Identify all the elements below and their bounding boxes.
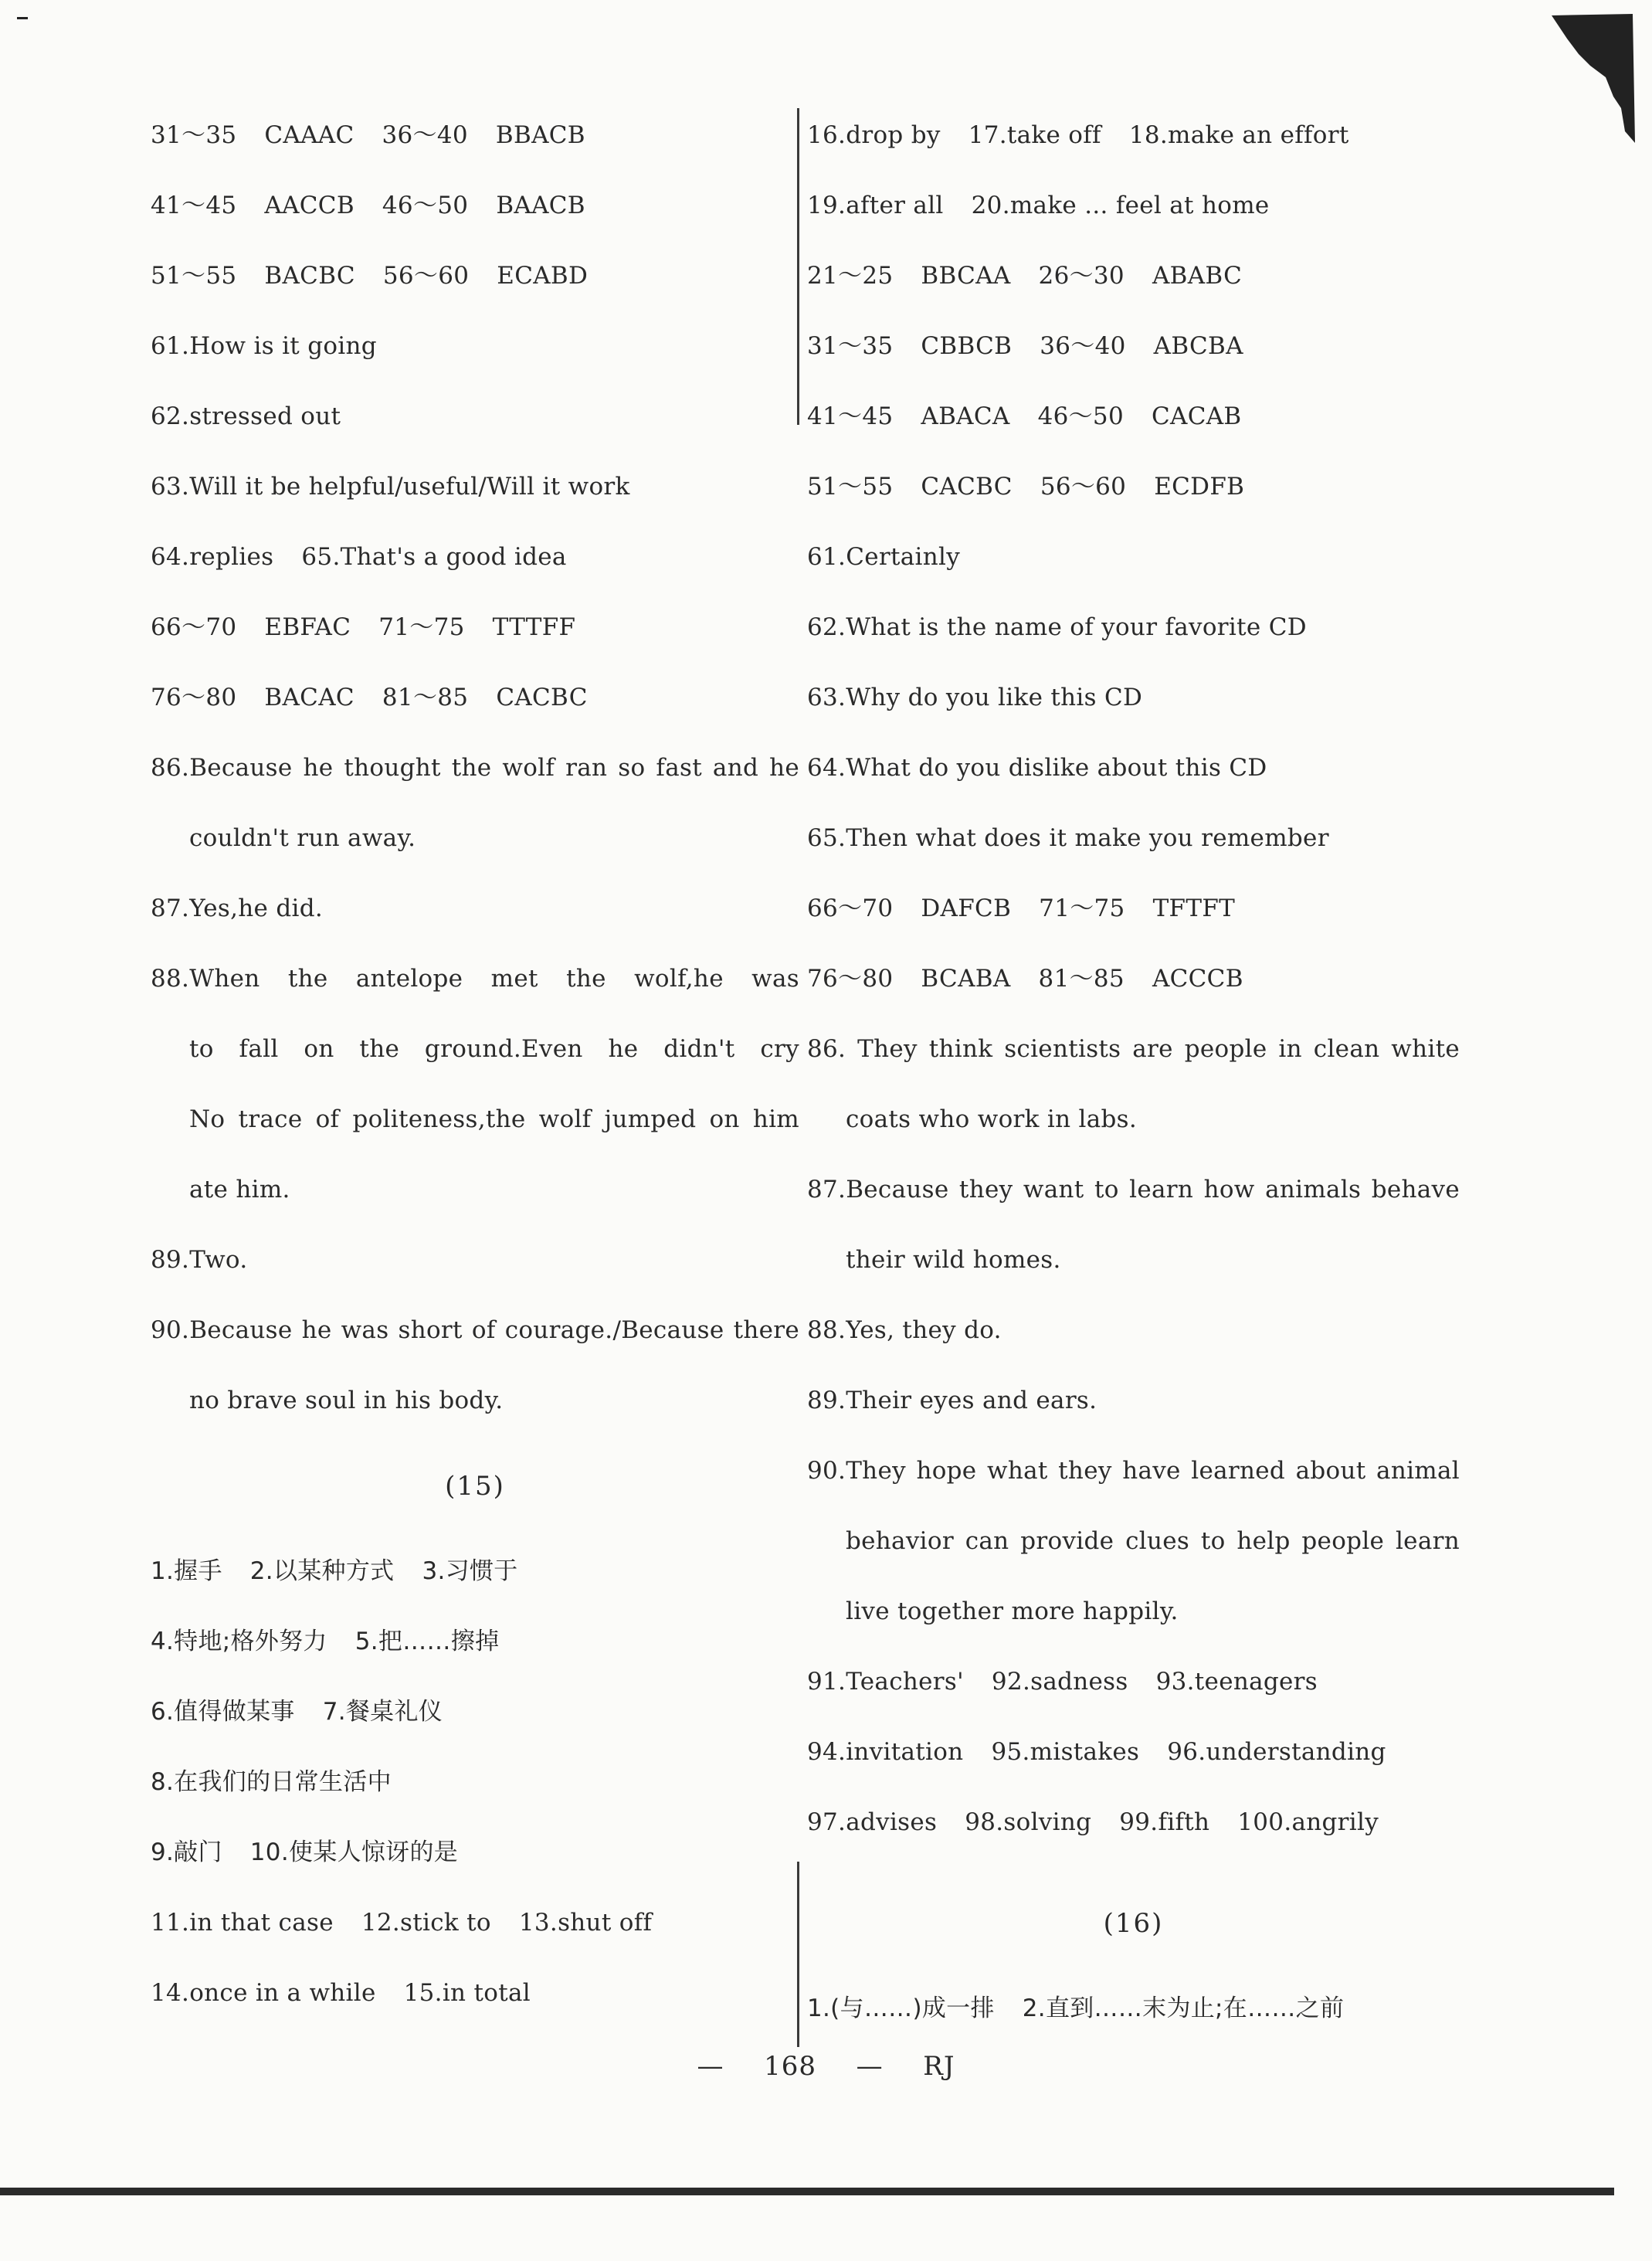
answer-91-93: 91.Teachers' 92.sadness 93.teenagers bbox=[807, 1668, 1318, 1696]
answer-90-line1: 90.They hope what they have learned about animal bbox=[807, 1457, 1460, 1485]
left-column bbox=[151, 100, 799, 2028]
answer-row-21-30: 21～25 BBCAA 26～30 ABABC bbox=[807, 262, 1243, 290]
answer-16-18: 16.drop by 17.take off 18.make an effort bbox=[807, 121, 1349, 149]
s15-row-9-10: 9.敲门 10.使某人惊讶的是 bbox=[151, 1838, 459, 1866]
answer-62: 62.stressed out bbox=[151, 402, 341, 430]
answer-89: 89.Their eyes and ears. bbox=[807, 1387, 1097, 1414]
s15-row-1-3: 1.握手 2.以某种方式 3.习惯于 bbox=[151, 1557, 518, 1585]
answer-87: 87.Yes,he did. bbox=[151, 895, 324, 922]
right-column bbox=[807, 100, 1460, 2044]
answer-64-65: 64.replies 65.That's a good idea bbox=[151, 543, 567, 571]
edition-label: RJ bbox=[923, 2051, 955, 2082]
answer-65: 65.Then what does it make you remember bbox=[807, 824, 1329, 852]
answer-row-41-50: 41～45 AACCB 46～50 BAACB bbox=[151, 192, 585, 219]
section-16-title: (16) bbox=[1103, 1908, 1164, 1939]
answer-94-96: 94.invitation 95.mistakes 96.understanding bbox=[807, 1738, 1386, 1766]
page-footer bbox=[0, 2051, 1652, 2082]
answer-90-line1: 90.Because he was short of courage./Because there bbox=[151, 1316, 799, 1344]
answer-row-76-85: 76～80 BCABA 81～85 ACCCB bbox=[807, 965, 1243, 993]
footer-dash-left: — bbox=[697, 2051, 724, 2082]
corner-mark bbox=[17, 17, 28, 19]
footer-dash-right: — bbox=[856, 2051, 884, 2082]
answer-86-line2: coats who work in labs. bbox=[846, 1105, 1138, 1133]
answer-row-51-60: 51～55 CACBC 56～60 ECDFB bbox=[807, 473, 1245, 501]
answer-88-line1: 88.When the antelope met the wolf,he was bbox=[151, 965, 799, 993]
s15-row-14-15: 14.once in a while 15.in total bbox=[151, 1979, 531, 2007]
s15-row-11-13: 11.in that case 12.stick to 13.shut off bbox=[151, 1909, 653, 1937]
page-number: 168 bbox=[764, 2051, 817, 2082]
answer-87-line1: 87.Because they want to learn how animals behave bbox=[807, 1176, 1460, 1203]
answer-90-line2: no brave soul in his body. bbox=[189, 1387, 504, 1414]
s15-row-4-5: 4.特地;格外努力 5.把……擦掉 bbox=[151, 1628, 500, 1655]
answer-86-line2: couldn't run away. bbox=[189, 824, 416, 852]
answer-87-line2: their wild homes. bbox=[846, 1246, 1061, 1274]
answer-19-20: 19.after all 20.make ... feel at home bbox=[807, 192, 1270, 219]
answer-63: 63.Will it be helpful/useful/Will it work bbox=[151, 473, 630, 501]
answer-86-line1: 86.Because he thought the wolf ran so fast and he bbox=[151, 754, 799, 782]
bottom-rule bbox=[0, 2188, 1614, 2195]
answer-row-51-60: 51～55 BACBC 56～60 ECABD bbox=[151, 262, 589, 290]
torn-corner-shadow bbox=[1544, 0, 1652, 154]
answer-88: 88.Yes, they do. bbox=[807, 1316, 1002, 1344]
answer-63: 63.Why do you like this CD bbox=[807, 684, 1143, 711]
answer-row-31-40: 31～35 CAAAC 36～40 BBACB bbox=[151, 121, 585, 149]
s16-row-1-2: 1.(与……)成一排 2.直到……末为止;在……之前 bbox=[807, 1995, 1345, 2022]
answer-90-line3: live together more happily. bbox=[846, 1597, 1179, 1625]
answer-61: 61.Certainly bbox=[807, 543, 961, 571]
answer-row-66-75: 66～70 EBFAC 71～75 TTTFF bbox=[151, 613, 576, 641]
answer-62: 62.What is the name of your favorite CD bbox=[807, 613, 1307, 641]
answer-88-line3: No trace of politeness,the wolf jumped on him bbox=[189, 1105, 799, 1133]
s15-row-8: 8.在我们的日常生活中 bbox=[151, 1768, 392, 1796]
answer-90-line2: behavior can provide clues to help people learn bbox=[846, 1527, 1460, 1555]
answer-97-100: 97.advises 98.solving 99.fifth 100.angrily bbox=[807, 1808, 1379, 1836]
answer-89: 89.Two. bbox=[151, 1246, 248, 1274]
answer-row-41-50: 41～45 ABACA 46～50 CACAB bbox=[807, 402, 1242, 430]
answer-64: 64.What do you dislike about this CD bbox=[807, 754, 1267, 782]
answer-row-31-40: 31～35 CBBCB 36～40 ABCBA bbox=[807, 332, 1243, 360]
section-15-title: (15) bbox=[445, 1471, 505, 1502]
answer-row-66-75: 66～70 DAFCB 71～75 TFTFT bbox=[807, 895, 1236, 922]
s15-row-6-7: 6.值得做某事 7.餐桌礼仪 bbox=[151, 1698, 443, 1726]
answer-row-76-85: 76～80 BACAC 81～85 CACBC bbox=[151, 684, 588, 711]
answer-88-line4: ate him. bbox=[189, 1176, 290, 1203]
answer-88-line2: to fall on the ground.Even he didn't cry bbox=[189, 1035, 799, 1063]
answer-61: 61.How is it going bbox=[151, 332, 377, 360]
answer-86-line1: 86. They think scientists are people in clean white bbox=[807, 1035, 1460, 1063]
